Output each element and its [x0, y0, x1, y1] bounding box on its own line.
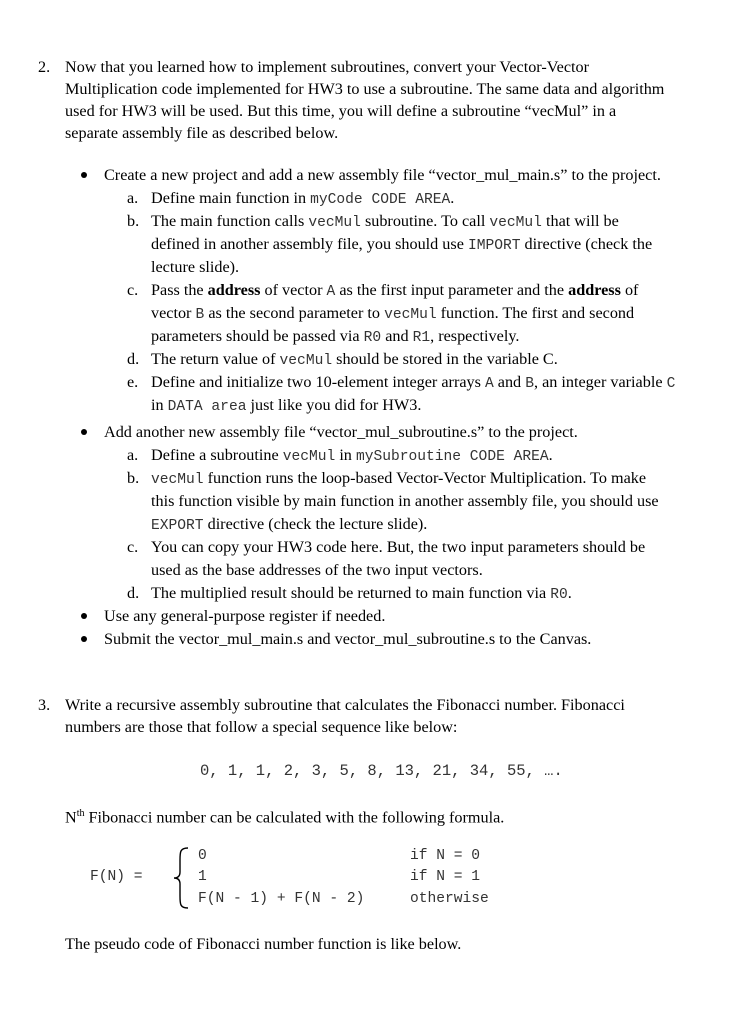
- left-brace-icon: [172, 846, 192, 910]
- item-pass-address-line-2: vector B as the second parameter to vecMul function. The first and second: [151, 304, 635, 323]
- item-copy-code-line-1: You can copy your HW3 code here. But, the two input parameters should be: [151, 538, 646, 556]
- bullet-add-subroutine-file: Add another new assembly file “vector_mul_subroutine.s” to the project.: [104, 423, 578, 441]
- item-define-main: Define main function in myCode CODE AREA.: [151, 189, 455, 208]
- q2-intro-line-4: separate assembly file as described below.: [65, 124, 339, 142]
- bullet-dot: [81, 172, 87, 178]
- fibonacci-sequence: 0, 1, 1, 2, 3, 5, 8, 13, 21, 34, 55, ….: [200, 762, 563, 780]
- q3-intro-line-2: numbers are those that follow a special sequence like below:: [65, 718, 458, 736]
- item-vecmul-runs-line-2: this function visible by main function in another assembly file, you should use: [151, 492, 659, 510]
- bullet-dot: [81, 429, 87, 435]
- item-label-d: d.: [127, 350, 140, 368]
- item-pass-address-line-1: Pass the address of vector A as the first input parameter and the address of: [151, 281, 639, 300]
- formula-intro: $N^{th}$ Fibonacci number can be calculated with the following formula.: [65, 808, 505, 827]
- item-label-c: c.: [127, 538, 139, 556]
- q2-intro-line-3: used for HW3 will be used. But this time, you will define a subroutine “vecMul” in a: [65, 102, 617, 120]
- item-main-calls-line-2: defined in another assembly file, you should use IMPORT directive (check the: [151, 235, 653, 254]
- pseudo-code-intro: The pseudo code of Fibonacci number function is like below.: [65, 935, 462, 953]
- formula-condition-2: if N = 1: [410, 869, 481, 885]
- item-define-subroutine: Define a subroutine vecMul in mySubroutine CODE AREA.: [151, 446, 553, 465]
- item-label-e: e.: [127, 373, 139, 391]
- item-label-b: b.: [127, 469, 140, 487]
- item-copy-code-line-2: used as the base addresses of the two input vectors.: [151, 561, 483, 579]
- item-label-a: a.: [127, 189, 139, 207]
- bullet-dot: [81, 636, 87, 642]
- q2-intro-line-2: Multiplication code implemented for HW3 to use a subroutine. The same data and algorithm: [65, 80, 665, 98]
- bullet-create-project: Create a new project and add a new assembly file “vector_mul_main.s” to the project.: [104, 166, 661, 184]
- item-label-c: c.: [127, 281, 139, 299]
- formula-case-1: 0: [198, 848, 207, 864]
- item-vecmul-runs-line-1: vecMul function runs the loop-based Vector-Vector Multiplication. To make: [151, 469, 647, 488]
- item-define-arrays-line-2: in DATA area just like you did for HW3.: [151, 396, 422, 415]
- formula-case-2: 1: [198, 869, 207, 885]
- formula-condition-1: if N = 0: [410, 848, 481, 864]
- q2-intro-line-1: Now that you learned how to implement subroutines, convert your Vector-Vector: [65, 58, 589, 76]
- item-label-b: b.: [127, 212, 140, 230]
- question-3-number: 3.: [38, 696, 51, 714]
- item-pass-address-line-3: parameters should be passed via R0 and R1, respectively.: [151, 327, 520, 346]
- item-vecmul-runs-line-3: EXPORT directive (check the lecture slide).: [151, 515, 428, 534]
- question-2-number: 2.: [38, 58, 51, 76]
- formula-lhs: F(N) =: [90, 869, 143, 885]
- bullet-use-register: Use any general-purpose register if needed.: [104, 607, 386, 625]
- item-return-value: The return value of vecMul should be stored in the variable C.: [151, 350, 558, 369]
- item-main-calls-line-3: lecture slide).: [151, 258, 240, 276]
- item-label-d: d.: [127, 584, 140, 602]
- bullet-dot: [81, 613, 87, 619]
- item-define-arrays-line-1: Define and initialize two 10-element integer arrays A and B, an integer variable C: [151, 373, 676, 392]
- formula-condition-3: otherwise: [410, 891, 489, 907]
- item-return-result: The multiplied result should be returned to main function via R0.: [151, 584, 572, 603]
- item-label-a: a.: [127, 446, 139, 464]
- item-main-calls-line-1: The main function calls vecMul subroutine. To call vecMul that will be: [151, 212, 619, 231]
- formula-case-3: F(N - 1) + F(N - 2): [198, 891, 365, 907]
- bullet-submit: Submit the vector_mul_main.s and vector_mul_subroutine.s to the Canvas.: [104, 630, 592, 648]
- q3-intro-line-1: Write a recursive assembly subroutine that calculates the Fibonacci number. Fibonacci: [65, 696, 625, 714]
